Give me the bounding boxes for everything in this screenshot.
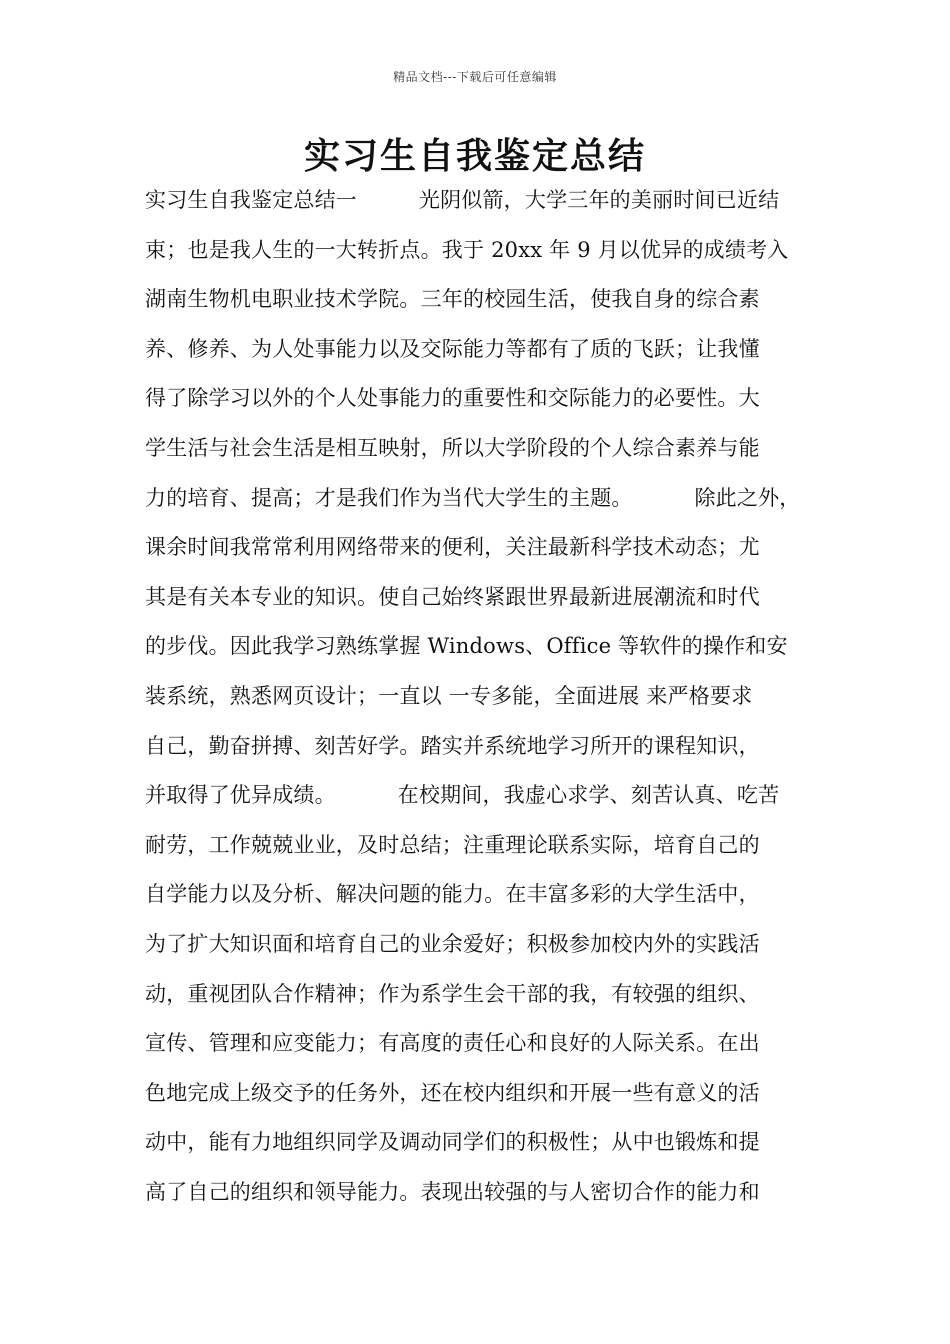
body-line: 耐劳，工作兢兢业业，及时总结；注重理论联系实际，培育自己的 [145, 832, 760, 857]
body-line: 其是有关本专业的知识。使自己始终紧跟世界最新进展潮流和时代 [145, 584, 760, 609]
body-line: 装系统，熟悉网页设计；一直以 一专多能，全面进展 来严格要求 [145, 683, 753, 708]
body-line: 宣传、管理和应变能力；有高度的责任心和良好的人际关系。在出 [145, 1031, 760, 1056]
body-line: 动中，能有力地组织同学及调动同学们的积极性；从中也锻炼和提 [145, 1130, 760, 1155]
body-line: 得了除学习以外的个人处事能力的重要性和交际能力的必要性。大 [145, 386, 760, 411]
body-line: 力的培育、提高；才是我们作为当代大学生的主题。 除此之外， [145, 485, 801, 510]
body-line: 养、修养、为人处事能力以及交际能力等都有了质的飞跃；让我懂 [145, 336, 760, 361]
body-line: 湖南生物机电职业技术学院。三年的校园生活，使我自身的综合素 [145, 287, 760, 312]
body-line: 并取得了优异成绩。 在校期间，我虚心求学、刻苦认真、吃苦 [145, 783, 780, 808]
body-line: 动，重视团队合作精神；作为系学生会干部的我，有较强的组织、 [145, 981, 760, 1006]
body-line: 束；也是我人生的一大转折点。我于 20xx 年 9 月以优异的成绩考入 [145, 237, 789, 262]
body-line: 自学能力以及分析、解决问题的能力。在丰富多彩的大学生活中， [145, 882, 760, 907]
document-title: 实习生自我鉴定总结 [303, 136, 646, 177]
body-line: 课余时间我常常利用网络带来的便利，关注最新科学技术动态；尤 [145, 535, 760, 560]
body-line: 的步伐。因此我学习熟练掌握 Windows、Office 等软件的操作和安 [145, 634, 788, 659]
body-line: 为了扩大知识面和培育自己的业余爱好；积极参加校内外的实践活 [145, 931, 760, 956]
document-body [145, 176, 835, 1217]
body-line: 高了自己的组织和领导能力。表现出较强的与人密切合作的能力和 [145, 1179, 760, 1204]
body-line: 学生活与社会生活是相互映射，所以大学阶段的个人综合素养与能 [145, 435, 760, 460]
header-note: 精品文档---下载后可任意编辑 [393, 70, 557, 84]
body-line: 色地完成上级交予的任务外，还在校内组织和开展一些有意义的活 [145, 1080, 760, 1105]
body-line: 自己，勤奋拼搏、刻苦好学。踏实并系统地学习所开的课程知识， [145, 733, 760, 758]
body-line: 实习生自我鉴定总结一 光阴似箭，大学三年的美丽时间已近结 [145, 188, 780, 212]
